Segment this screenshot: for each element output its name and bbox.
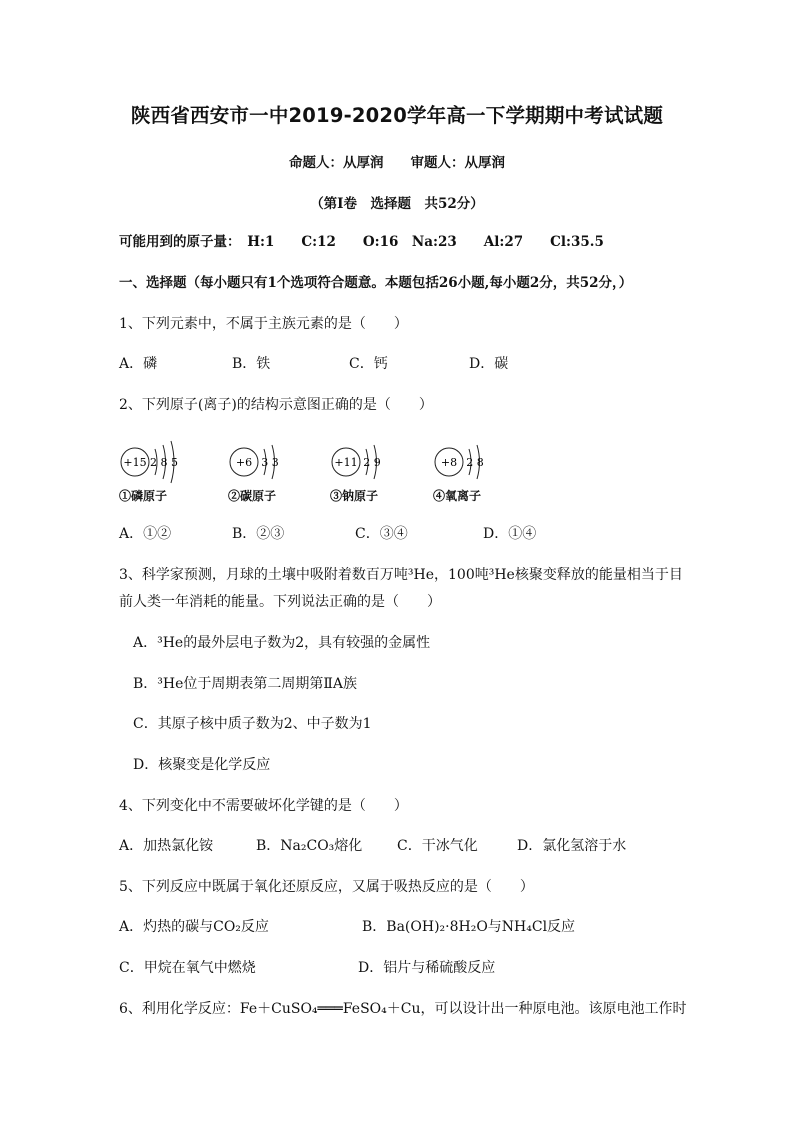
nucleus-charge: +6 bbox=[235, 456, 253, 469]
q3-option-b: B．³He位于周期表第二周期第ⅡA族 bbox=[133, 676, 358, 692]
nucleus-charge: +11 bbox=[334, 456, 358, 469]
atom-label: ③钠原子 bbox=[330, 489, 379, 503]
q1-stem: 1、下列元素中，不属于主族元素的是（ ） bbox=[119, 316, 408, 332]
q1-option-c: C．钙 bbox=[349, 356, 388, 372]
q2-option-b: B．②③ bbox=[232, 526, 285, 542]
nucleus-charge: +8 bbox=[440, 456, 458, 469]
q5-option-a: A．灼热的碳与CO₂反应 bbox=[119, 919, 269, 935]
q2-option-a: A．①② bbox=[119, 526, 172, 542]
q3-option-c: C．其原子核中质子数为2、中子数为1 bbox=[133, 716, 372, 732]
q4-option-c: C．干冰气化 bbox=[397, 838, 478, 854]
q2-option-c: C．③④ bbox=[355, 526, 408, 542]
electron-shells: 2 8 bbox=[466, 456, 484, 469]
electron-shells: 3 3 bbox=[261, 456, 279, 469]
nucleus-charge: +15 bbox=[123, 456, 147, 469]
electron-shells: 2 8 5 bbox=[150, 456, 178, 469]
q5-option-d: D．铝片与稀硫酸反应 bbox=[358, 960, 496, 976]
atom-label: ①磷原子 bbox=[119, 489, 168, 503]
q4-option-a: A．加热氯化铵 bbox=[119, 838, 214, 854]
q4-option-b: B．Na₂CO₃熔化 bbox=[256, 838, 363, 854]
q3-option-a: A．³He的最外层电子数为2，具有较强的金属性 bbox=[133, 635, 431, 651]
q4-option-d: D．氯化氢溶于水 bbox=[517, 838, 627, 854]
atom-diagram-carbon bbox=[228, 437, 298, 503]
q5-stem: 5、下列反应中既属于氧化还原反应，又属于吸热反应的是（ ） bbox=[119, 879, 534, 895]
q6-stem: 6、利用化学反应：Fe＋CuSO₄═══FeSO₄＋Cu，可以设计出一种原电池。该原电池工作时 bbox=[119, 1001, 687, 1017]
electron-shells: 2 9 bbox=[363, 456, 381, 469]
q1-option-b: B．铁 bbox=[232, 356, 271, 372]
atom-diagram-oxygen-ion bbox=[433, 437, 503, 503]
atomic-masses-line: 可能用到的原子量： H:1 C:12 O:16 Na:23 Al:27 Cl:35.5 bbox=[119, 234, 604, 250]
page-title: 陕西省西安市一中2019-2020学年高一下学期期中考试试题 bbox=[130, 104, 664, 127]
q3-option-d: D．核聚变是化学反应 bbox=[133, 757, 271, 773]
q1-option-a: A．磷 bbox=[119, 356, 158, 372]
q3-stem-line2: 前人类一年消耗的能量。下列说法正确的是（ ） bbox=[119, 594, 441, 610]
q5-option-b: B．Ba(OH)₂·8H₂O与NH₄Cl反应 bbox=[362, 919, 576, 935]
q2-stem: 2、下列原子(离子)的结构示意图正确的是（ ） bbox=[119, 397, 433, 413]
q5-option-c: C．甲烷在氧气中燃烧 bbox=[119, 960, 256, 976]
atom-diagram-sodium bbox=[330, 437, 400, 503]
atom-diagram-phosphorus bbox=[119, 437, 189, 503]
q1-option-d: D．碳 bbox=[469, 356, 509, 372]
authors-line: 命题人：从厚润 审题人：从厚润 bbox=[289, 155, 505, 171]
q4-stem: 4、下列变化中不需要破坏化学键的是（ ） bbox=[119, 798, 408, 814]
volume-heading: （第Ⅰ卷 选择题 共52分） bbox=[310, 196, 484, 212]
q3-stem-line1: 3、科学家预测，月球的土壤中吸附着数百万吨³He，100吨³He核聚变释放的能量相当于目 bbox=[119, 567, 683, 583]
section-heading: 一、选择题（每小题只有1个选项符合题意。本题包括26小题,每小题2分，共52分，） bbox=[119, 275, 633, 291]
atom-label: ④氧离子 bbox=[433, 489, 482, 503]
atom-label: ②碳原子 bbox=[228, 489, 277, 503]
q2-option-d: D．①④ bbox=[483, 526, 537, 542]
